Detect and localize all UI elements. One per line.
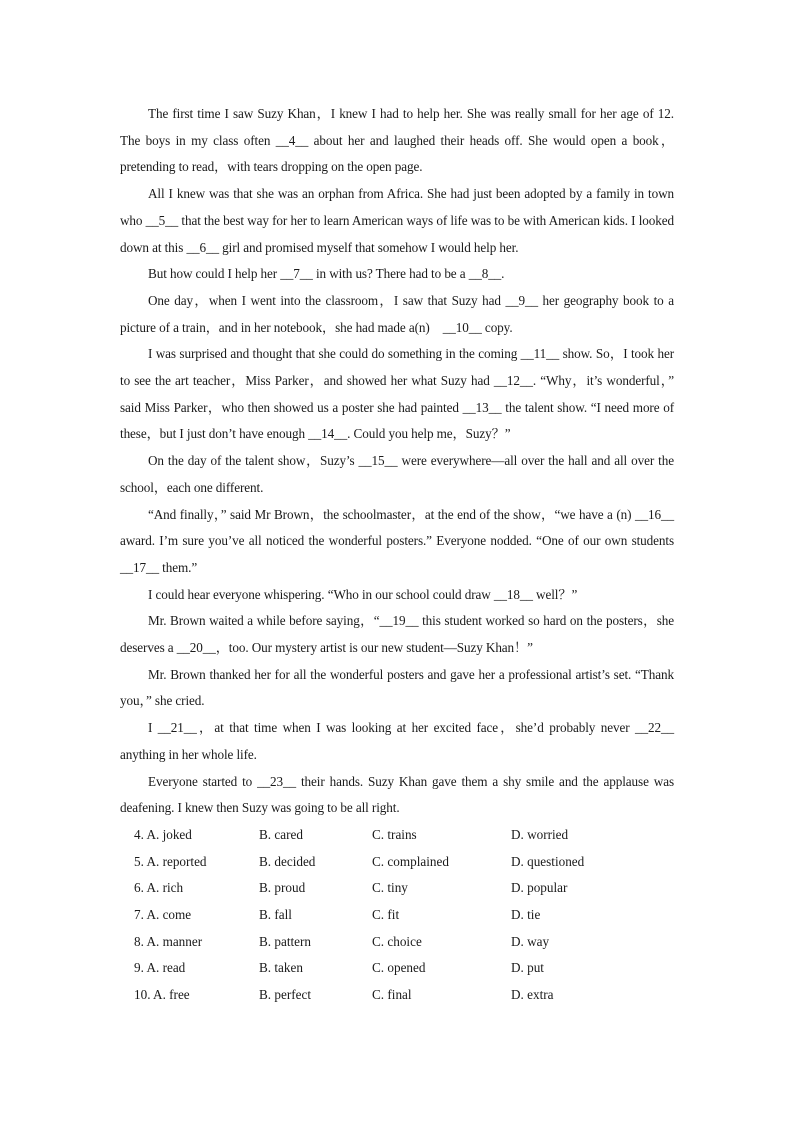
- option-row-5: [134, 849, 694, 876]
- option-d: D. worried: [511, 827, 569, 842]
- option-b: B. cared: [259, 827, 303, 842]
- passage-paragraph-12: Everyone started to __23__ their hands. Suzy Khan gave them a shy smile and the applause was deafening. I knew then Suzy was going to be all right.: [120, 773, 674, 816]
- passage-paragraph-2: All I knew was that she was an orphan from Africa. She had just been adopted by a family in town who __5__ that the best way for her to learn American ways of life was to be with American kids. I looked down at this __6__ girl and promised myself that somehow I would help her.: [120, 186, 674, 255]
- option-b: B. pattern: [259, 933, 312, 949]
- option-d: D. extra: [511, 987, 554, 1003]
- passage-paragraph-6: On the day of the talent show，Suzy’s __15__ were everywhere—all over the hall and all over the school，each one different.: [120, 453, 674, 495]
- option-d: D. questioned: [511, 853, 585, 869]
- option-a: 9. A. read: [134, 960, 186, 976]
- answer-options: [134, 822, 694, 1009]
- option-c: C. complained: [372, 853, 449, 869]
- passage-paragraph-7: “And finally，” said Mr Brown，the schoolmaster，at the end of the show，“we have a (n) __16__ award. I’m sure you’ve all noticed the wonderful posters.” Everyone nodded. “One of our own students __17__ them.”: [120, 506, 674, 575]
- option-b: B. taken: [259, 960, 303, 976]
- option-d: D. put: [511, 960, 544, 976]
- option-a: 7. A. come: [134, 907, 192, 923]
- option-row-8: [134, 929, 694, 956]
- option-b: B. decided: [259, 853, 316, 869]
- option-a: 6. A. rich: [134, 880, 184, 896]
- option-c: C. final: [372, 987, 412, 1003]
- option-row-10: [134, 982, 694, 1009]
- passage-paragraph-10: Mr. Brown thanked her for all the wonderful posters and gave her a professional artist’s set. “Thank you，” she cried.: [120, 666, 674, 709]
- option-d: D. popular: [511, 880, 568, 896]
- option-c: C. trains: [372, 827, 417, 842]
- passage-paragraph-1: The first time I saw Suzy Khan，I knew I had to help her. She was really small for her age of 12. The boys in my class often __4__ about her and laughed their heads off. She would open a book，pretending to read，with tears dropping on the open page.: [120, 106, 674, 175]
- option-a: 10. A. free: [134, 987, 190, 1003]
- option-c: C. fit: [372, 907, 400, 923]
- passage-paragraph-5: I was surprised and thought that she could do something in the coming __11__ show. So，I took her to see the art teacher，Miss Parker，and showed her what Suzy had __12__. “Why，it’s wonderful，” said Miss Parker，who then showed us a poster she had painted __13__ the talent show. “I need more of these，but I just don’t have enough __14__. Could you help me，Suzy？”: [120, 346, 674, 442]
- passage-paragraph-4: One day，when I went into the classroom，I saw that Suzy had __9__ her geography book to a picture of a train，and in her notebook，she had made a(n) __10__ copy.: [120, 292, 674, 335]
- option-row-7: [134, 902, 694, 929]
- option-a: 8. A. manner: [134, 933, 203, 949]
- reading-passage: [120, 101, 674, 822]
- passage-paragraph-9: Mr. Brown waited a while before saying，“__19__ this student worked so hard on the posters，she deserves a __20__，too. Our mystery artist is our new student—Suzy Khan！”: [120, 613, 674, 656]
- option-row-4: [134, 822, 694, 849]
- option-d: D. tie: [511, 907, 541, 923]
- option-c: C. choice: [372, 933, 422, 949]
- option-b: B. fall: [259, 907, 292, 923]
- option-d: D. way: [511, 933, 550, 949]
- passage-paragraph-3: But how could I help her __7__ in with us? There had to be a __8__.: [148, 266, 505, 282]
- option-b: B. proud: [259, 880, 306, 896]
- option-a: 5. A. reported: [134, 853, 207, 869]
- option-c: C. opened: [372, 960, 426, 976]
- option-a: 4. A. joked: [134, 827, 192, 842]
- option-row-6: [134, 875, 694, 902]
- option-b: B. perfect: [259, 987, 311, 1003]
- option-row-9: [134, 955, 694, 982]
- passage-paragraph-11: I __21__，at that time when I was looking at her excited face，she’d probably never __22__ anything in her whole life.: [120, 720, 674, 762]
- option-c: C. tiny: [372, 880, 408, 896]
- passage-paragraph-8: I could hear everyone whispering. “Who in our school could draw __18__ well？”: [148, 586, 578, 602]
